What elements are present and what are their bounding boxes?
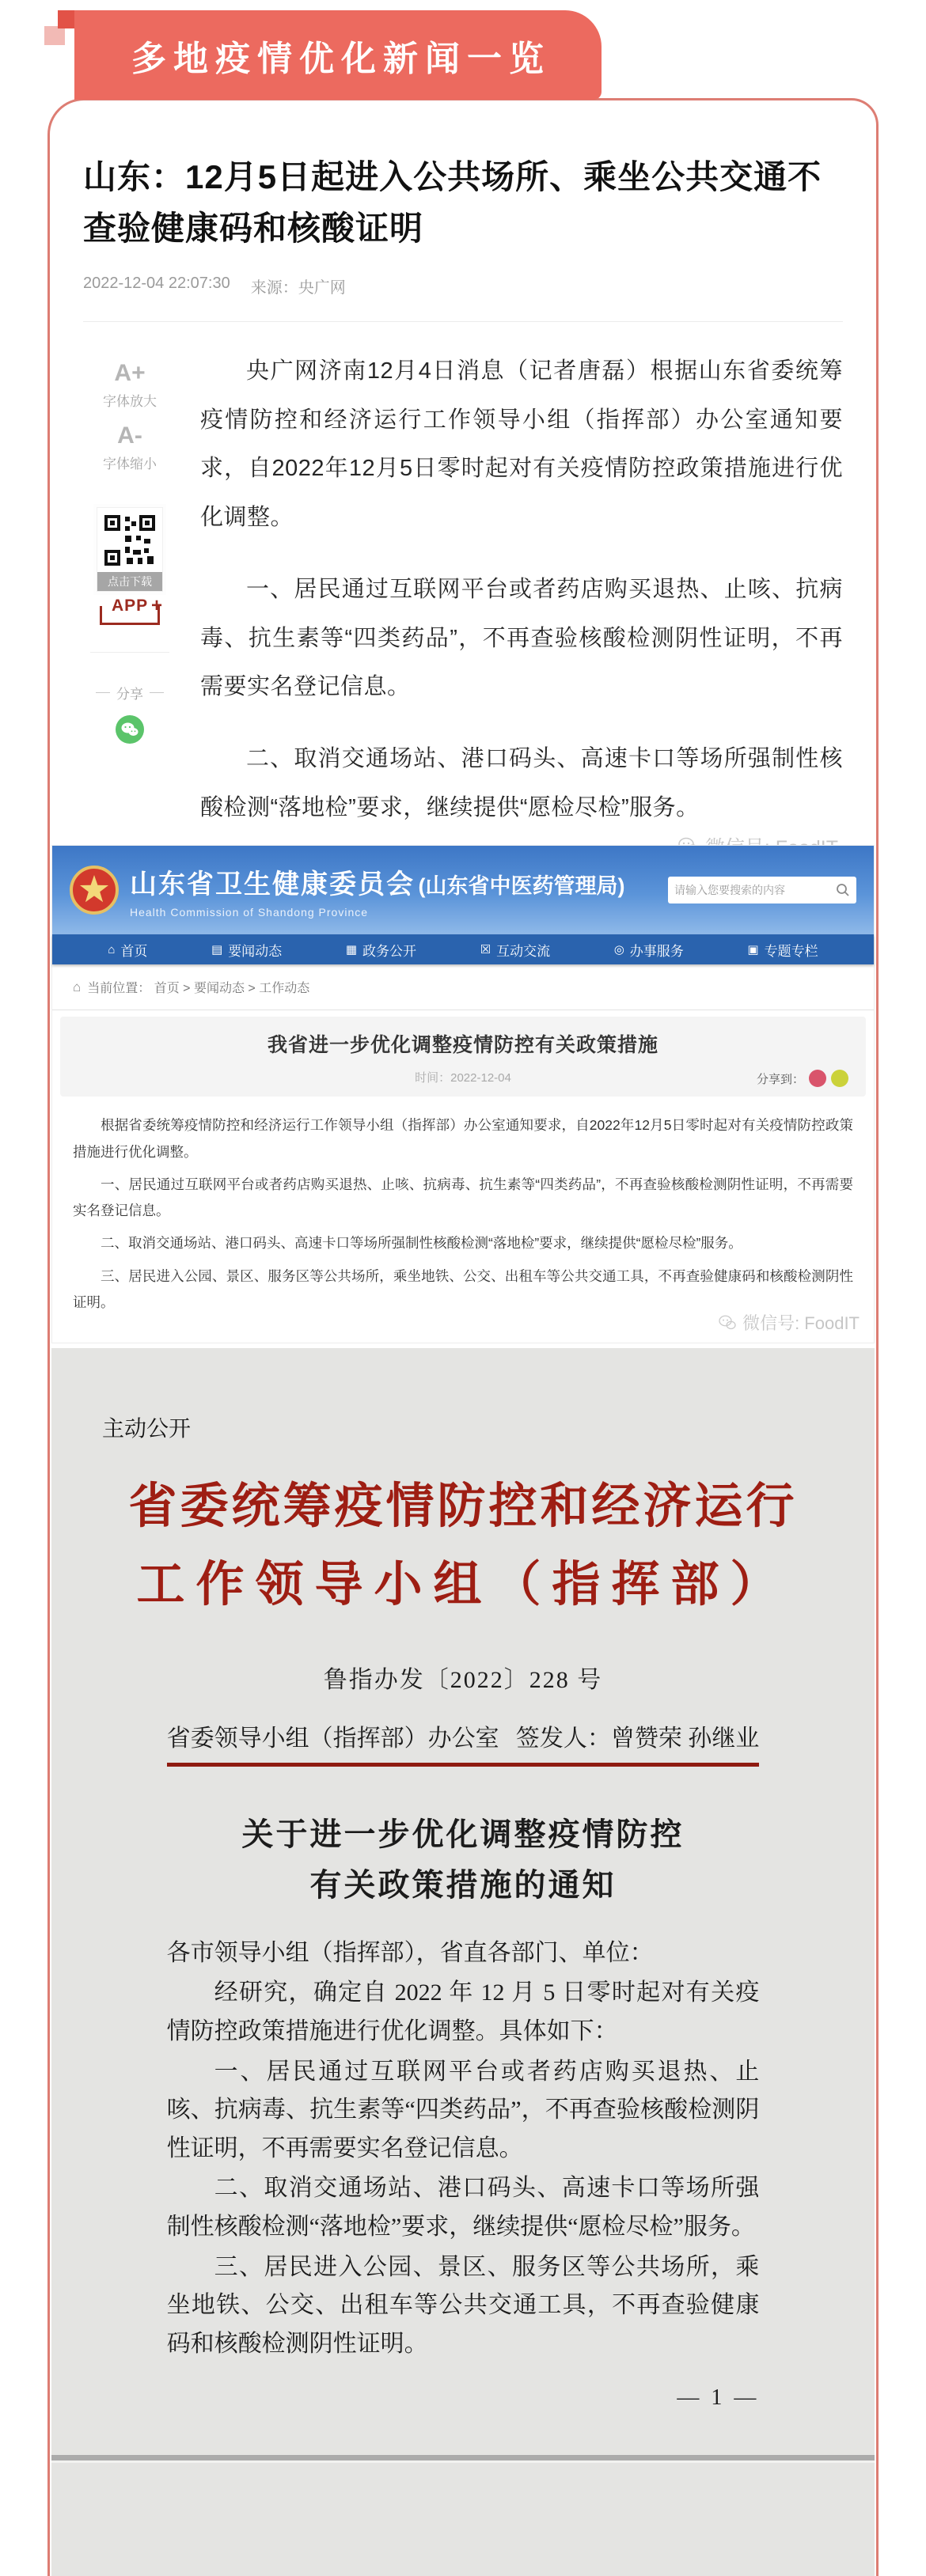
qr-download-label: 点击下载: [97, 572, 162, 591]
search-input[interactable]: [674, 884, 836, 896]
web-page-title: 我省进一步优化调整疫情防控有关政策措施: [267, 1034, 658, 1057]
tool-rail: [83, 347, 176, 856]
wechat-share-icon[interactable]: [116, 715, 144, 744]
doc-notice-title-line1: 关于进一步优化调整疫情防控: [241, 1816, 685, 1852]
breadcrumb: [52, 964, 874, 1010]
national-emblem-icon: [70, 866, 119, 915]
doc-paragraph: 三、居民进入公园、景区、服务区等公共场所，乘坐地铁、公交、出租车等公共交通工具，不再查验健康码和核酸检测阴性证明。: [166, 2253, 760, 2357]
app-badge[interactable]: [100, 595, 162, 625]
article-card: [47, 98, 879, 2576]
column-icon: ▣: [747, 943, 759, 957]
news-icon: ▤: [211, 943, 223, 957]
web-page-time: 时间：2022-12-04: [415, 1071, 511, 1085]
nav-label: 办事服务: [629, 943, 684, 959]
banner-title: 多地疫情优化新闻一览: [131, 39, 551, 78]
website-screenshot: [51, 845, 875, 1343]
nav-label: 首页: [120, 943, 148, 959]
app-plus-icon: +: [150, 595, 162, 617]
nav-label: 互动交流: [496, 943, 551, 959]
app-badge-label: APP: [108, 597, 151, 616]
nav-item-home[interactable]: [108, 940, 147, 960]
watermark: [719, 1310, 860, 1335]
official-document: [51, 1348, 875, 2576]
website-org-block: [130, 862, 624, 919]
app-download-qr[interactable]: [97, 507, 163, 592]
share-dash-right: [150, 692, 164, 693]
doc-icon: ▦: [345, 943, 357, 957]
share-to-label: 分享到：: [756, 1072, 804, 1086]
web-paragraph: 三、居民进入公园、景区、服务区等公共场所，乘坐地铁、公交、出租车等公共交通工具，不再查验健康码和核酸检测阴性证明。: [73, 1267, 853, 1310]
nav-item-special-columns[interactable]: [747, 940, 818, 960]
doc-number: 鲁指办发〔2022〕228 号: [323, 1666, 603, 1693]
website-header: [52, 846, 874, 934]
home-icon: ⌂: [108, 942, 116, 957]
web-paragraph: 根据省委统筹疫情防控和经济运行工作领导小组（指挥部）办公室通知要求，自2022年12月5日零时起对有关疫情防控政策措施进行优化调整。: [73, 1117, 853, 1160]
doc-issuer: 省委领导小组（指挥部）办公室: [166, 1725, 499, 1752]
article-source: 来源：央广网: [250, 279, 346, 297]
mail-icon: ☒: [480, 943, 491, 957]
doc-page-number: — 1 —: [677, 2385, 760, 2411]
nav-item-news[interactable]: [211, 940, 282, 960]
nav-item-services[interactable]: [614, 940, 684, 960]
doc-notice-title-line2: 有关政策措施的通知: [309, 1866, 617, 1903]
service-icon: ◎: [613, 943, 624, 957]
qr-code-icon: [101, 512, 158, 569]
website-org-name: 山东省卫生健康委员会: [130, 869, 415, 900]
font-enlarge-button[interactable]: A+: [114, 360, 146, 387]
breadcrumb-home-icon: ⌂: [73, 979, 82, 994]
decor-square-light: [44, 26, 65, 45]
wechat-bubbles-icon: [121, 722, 139, 737]
font-shrink-label: 字体缩小: [103, 456, 157, 472]
doc-issuer-row: [167, 1718, 760, 1767]
share-row: [96, 683, 164, 703]
website-org-en: Health Commission of Shandong Province: [130, 905, 369, 919]
nav-label: 政务公开: [362, 943, 416, 959]
weibo-share-icon[interactable]: [809, 1070, 826, 1087]
title-divider: [83, 321, 843, 322]
doc-notice-title: [51, 1809, 875, 1911]
banner: [74, 10, 602, 100]
nav-item-interaction[interactable]: [480, 940, 550, 960]
breadcrumb-text[interactable]: 当前位置： 首页 > 要闻动态 > 工作动态: [87, 982, 310, 996]
search-icon[interactable]: [836, 883, 850, 897]
article-title: 山东：12月5日起进入公共场所、乘坐公共交通不查验健康码和核酸证明: [83, 158, 822, 248]
doc-red-header-line1: 省委统筹疫情防控和经济运行: [128, 1480, 798, 1534]
wechat-watermark-icon: [719, 1315, 736, 1331]
web-paragraph: 一、居民通过互联网平台或者药店购买退热、止咳、抗病毒、抗生素等“四类药品”，不再查验核酸检测阴性证明，不再需要实名登记信息。: [73, 1176, 853, 1219]
doc-paragraph: 经研究，确定自 2022 年 12 月 5 日零时起对有关疫情防控政策措施进行优化调整。具体如下：: [166, 1979, 760, 2044]
website-org-suffix: (山东省中医药管理局): [418, 873, 625, 898]
web-page-titlebar: [60, 1017, 866, 1097]
article-paragraph: 一、居民通过互联网平台或者药店购买退热、止咳、抗病毒、抗生素等“四类药品”，不再查验核酸检测阴性证明，不再需要实名登记信息。: [200, 577, 843, 699]
article-paragraph: 二、取消交通场站、港口码头、高速卡口等场所强制性核酸检测“落地检”要求，继续提供“愿检尽检”服务。: [200, 746, 843, 820]
nav-label: 专题专栏: [764, 943, 818, 959]
web-page-body: [52, 1097, 874, 1343]
article-paragraph: 央广网济南12月4日消息（记者唐磊）根据山东省委统筹疫情防控和经济运行工作领导小组（指挥部）办公室通知要求，自2022年12月5日零时起对有关疫情防控政策措施进行优化调整。: [200, 358, 843, 530]
rail-divider: [90, 652, 169, 653]
nav-label: 要闻动态: [228, 943, 283, 959]
doc-public-label: 主动公开: [102, 1417, 192, 1442]
web-paragraph: 二、取消交通场站、港口码头、高速卡口等场所强制性核酸检测“落地检”要求，继续提供“愿检尽检”服务。: [101, 1235, 742, 1252]
font-shrink-button[interactable]: A-: [117, 422, 142, 449]
doc-blank-area: [51, 2463, 875, 2576]
doc-salutation: 各市领导小组（指挥部），省直各部门、单位：: [166, 1939, 654, 1966]
article-meta: [83, 275, 843, 297]
share-dash-left: [96, 692, 110, 693]
nav-item-gov-affairs[interactable]: [346, 940, 416, 960]
web-share-row: [757, 1070, 848, 1087]
doc-red-header-line2: 工作领导小组（指挥部）: [136, 1558, 790, 1612]
website-search-box[interactable]: [668, 877, 856, 903]
share-label: 分享: [116, 687, 143, 703]
font-enlarge-label: 字体放大: [103, 394, 157, 410]
doc-signer: 签发人：曾赞荣 孙继业: [515, 1725, 760, 1752]
doc-page-separator: [51, 2455, 875, 2463]
doc-paragraph: 二、取消交通场站、港口码头、高速卡口等场所强制性核酸检测“落地检”要求，继续提供“愿检尽检”服务。: [166, 2175, 760, 2240]
doc-paragraph: 一、居民通过互联网平台或者药店购买退热、止咳、抗病毒、抗生素等“四类药品”，不再查验核酸检测阴性证明，不再需要实名登记信息。: [166, 2058, 760, 2161]
article-body: [176, 347, 843, 856]
watermark-text: 微信号: FoodIT: [742, 1313, 860, 1334]
doc-red-header: [51, 1468, 875, 1625]
website-navbar: [52, 934, 874, 964]
doc-text: [167, 1934, 760, 2364]
wechat-share-icon[interactable]: [831, 1070, 848, 1087]
article-datetime: 2022-12-04 22:07:30: [83, 275, 230, 293]
